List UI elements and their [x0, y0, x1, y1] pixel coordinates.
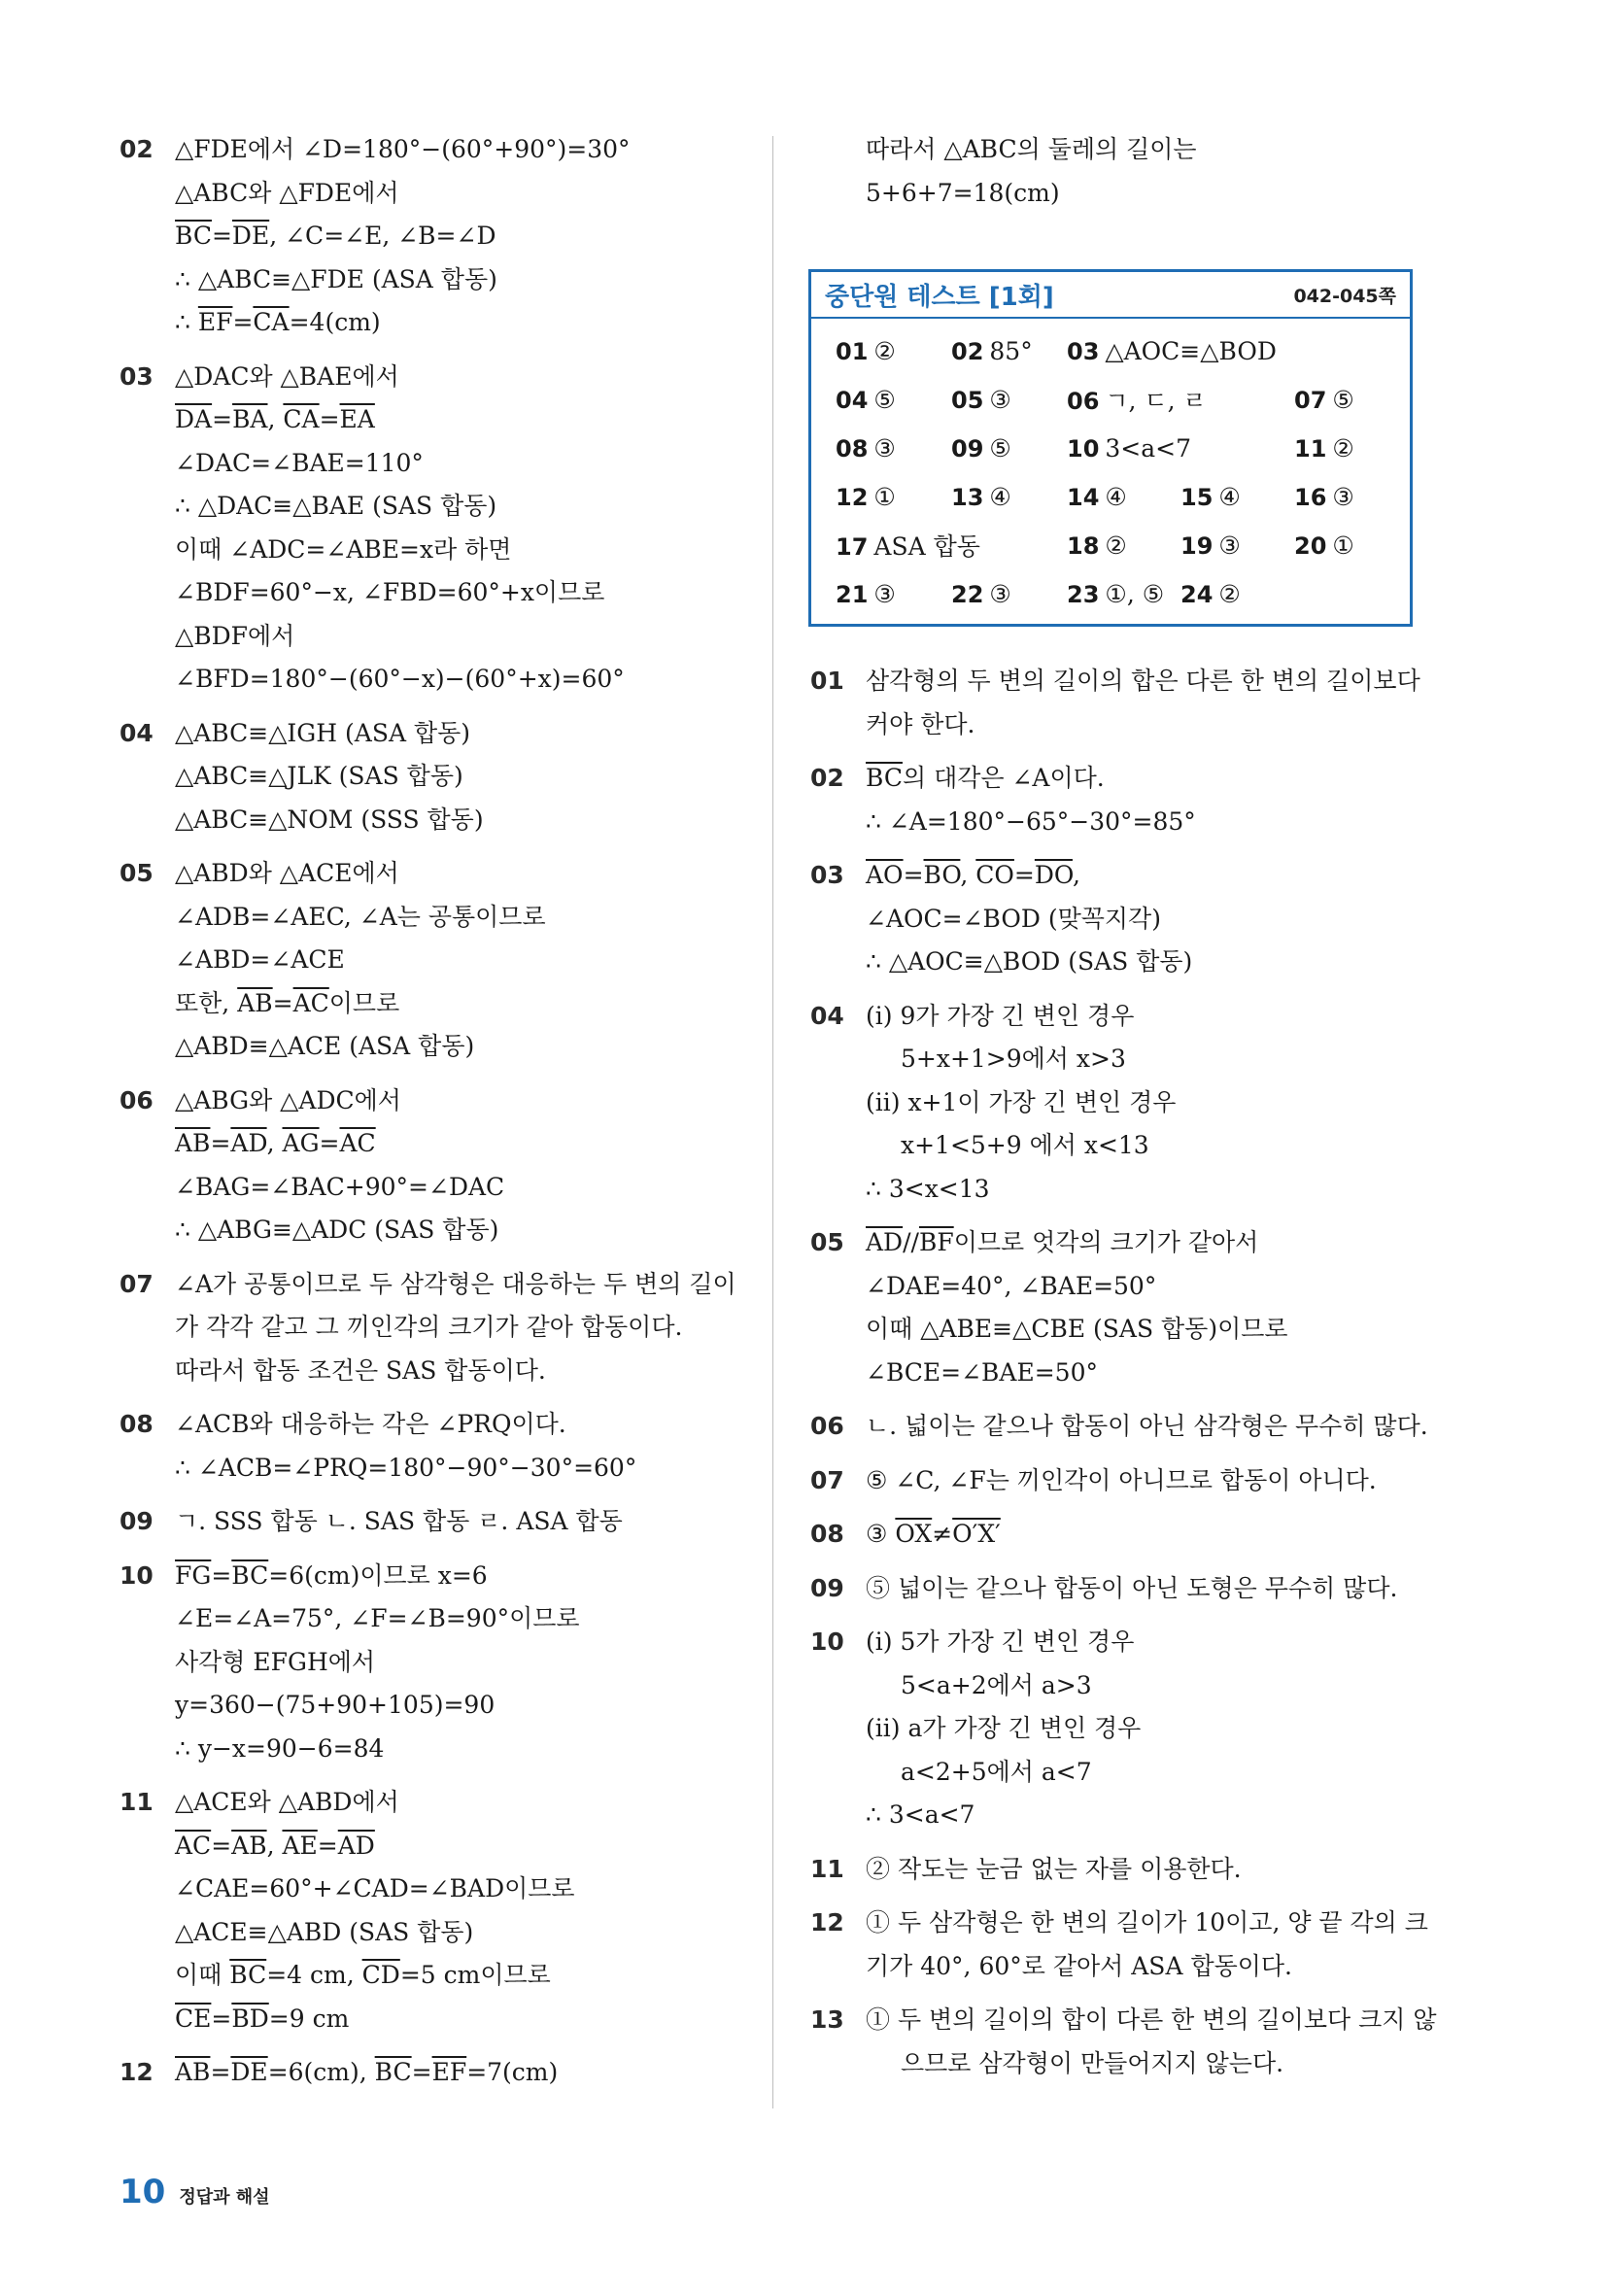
solution-line: ⑤ 넓이는 같으나 합동이 아닌 도형은 무수히 많다. — [866, 1573, 1398, 1602]
answer-row — [836, 472, 1396, 521]
segment-overline: $\overline{AD}$ — [337, 1831, 375, 1860]
solution-body — [866, 757, 1432, 843]
solution-body — [866, 1459, 1432, 1503]
solution-line: ∠ADB=∠AEC, ∠A는 공통이므로 — [175, 902, 546, 931]
answer-cell — [836, 386, 951, 414]
answer-value: ② — [1105, 531, 1127, 560]
solution-line: △ABD와 △ACE에서 — [175, 859, 399, 887]
answer-number: 12 — [836, 483, 869, 511]
solution-item — [810, 1999, 1437, 2085]
answer-value: ③ — [873, 433, 896, 463]
solution-line: y=360−(75+90+105)=90 — [175, 1691, 496, 1719]
segment-overline: $\overline{DE}$ — [231, 222, 270, 250]
answer-row — [836, 424, 1396, 472]
answer-cell — [951, 386, 1067, 414]
solution-body — [866, 1405, 1432, 1449]
segment-overline: $\overline{AC}$ — [175, 1831, 212, 1860]
segment-overline: $\overline{BF}$ — [918, 1228, 954, 1256]
segment-overline: $\overline{AB}$ — [231, 1831, 267, 1860]
segment-overline: $\overline{AB}$ — [175, 1129, 211, 1157]
solution-number: 05 — [120, 859, 154, 887]
answer-value: ④ — [1218, 482, 1241, 511]
solution-line: ∠DAC=∠BAE=110° — [175, 448, 424, 477]
solution-body — [866, 1621, 1432, 1837]
answer-cell — [836, 337, 951, 365]
solution-line: ∠AOC=∠BOD (맞꼭지각) — [866, 904, 1161, 933]
solution-line: △ABC≡△JLK (SAS 합동) — [175, 762, 463, 790]
answer-value: ASA 합동 — [873, 532, 980, 561]
segment-overline: $\overline{BA}$ — [232, 405, 268, 433]
answer-number: 07 — [1294, 386, 1327, 414]
solution-body — [175, 1500, 761, 1544]
answer-value: ② — [1332, 433, 1354, 463]
answer-number: 21 — [836, 580, 869, 608]
solution-number: 07 — [120, 1269, 154, 1298]
segment-overline: $\overline{BD}$ — [231, 2004, 269, 2033]
solution-line: ∠DAE=40°, ∠BAE=50° — [866, 1271, 1157, 1300]
solution-line: ∠BDF=60°−x, ∠FBD=60°+x이므로 — [175, 578, 605, 606]
solution-number: 07 — [810, 1465, 844, 1494]
solution-line: $\overline{DA}=\overline{BA}$, $\overline{CA}=\overline{EA}$ — [175, 405, 375, 433]
solution-line: ③ $\overline{OX}\ne O'X'$ — [866, 1520, 1001, 1548]
solution-line: ∠ACB와 대응하는 각은 ∠PRQ이다. — [175, 1410, 566, 1438]
solution-line: 이때 ∠ADC=∠ABE=x라 하면 — [175, 534, 512, 564]
solution-line: △ABC≡△IGH (ASA 합동) — [175, 718, 471, 747]
answer-cell — [951, 483, 1067, 511]
solution-body — [175, 128, 761, 345]
solution-item — [120, 1403, 761, 1490]
solution-item — [120, 2051, 761, 2095]
solution-number: 10 — [810, 1628, 844, 1656]
answer-value: 85° — [989, 336, 1033, 365]
answer-value: ⑤ — [1332, 385, 1354, 414]
solution-number: 09 — [120, 1507, 154, 1535]
segment-overline: $\overline{AG}$ — [282, 1129, 320, 1157]
solution-line: 또한, $\overline{AB}=\overline{AC}$이므로 — [175, 988, 400, 1017]
solution-body — [175, 2051, 761, 2095]
solution-item — [120, 1781, 761, 2040]
solution-body — [175, 712, 761, 842]
answer-number: 04 — [836, 386, 869, 414]
right-column — [810, 128, 1437, 2096]
answer-value: ② — [1218, 579, 1241, 608]
solution-number: 09 — [810, 1573, 844, 1602]
solution-line: 따라서 합동 조건은 SAS 합동이다. — [175, 1355, 546, 1385]
solution-number: 08 — [120, 1410, 154, 1438]
solution-line: $\overline{AB}=\overline{DE}=6(cm)$, $\overline{BC}=\overline{EF}=7(cm)$ — [175, 2058, 559, 2086]
solution-line: △ABC≡△NOM (SSS 합동) — [175, 805, 484, 834]
answer-cell — [951, 434, 1067, 463]
solution-body — [866, 660, 1432, 746]
solution-line: △ABD≡△ACE (ASA 합동) — [175, 1032, 475, 1060]
solution-item — [810, 1221, 1432, 1394]
solution-number: 06 — [810, 1412, 844, 1440]
segment-overline: $\overline{DO}$ — [1034, 861, 1073, 889]
right-solutions — [810, 660, 1437, 2085]
solution-number: 10 — [120, 1560, 154, 1590]
solution-line: $\overline{CE}=\overline{BD}=9$ cm — [175, 2004, 350, 2033]
solution-line: ㄴ. 넓이는 같으나 합동이 아닌 삼각형은 무수히 많다. — [866, 1412, 1428, 1440]
solution-line: $\overline{FG}=\overline{BC}=6(cm)$이므로 x=6 — [175, 1560, 488, 1590]
solution-line: 5<a+2에서 a>3 — [901, 1670, 1092, 1699]
answer-cell — [836, 580, 951, 608]
segment-overline: $\overline{BC}$ — [374, 2058, 412, 2086]
unit-test-pages: 042-045쪽 — [1293, 285, 1396, 307]
answer-number: 14 — [1067, 483, 1100, 511]
answer-number: 18 — [1067, 531, 1100, 560]
unit-test-box — [808, 269, 1413, 627]
answer-value: ⑤ — [989, 433, 1011, 463]
solution-number: 12 — [810, 1908, 844, 1936]
answer-number: 08 — [836, 434, 869, 463]
solution-item — [120, 128, 761, 345]
answer-value: ⑤ — [873, 385, 896, 414]
solution-line: ㄱ. SSS 합동 ㄴ. SAS 합동 ㄹ. ASA 합동 — [175, 1507, 623, 1535]
solution-line: 삼각형의 두 변의 길이의 합은 다른 한 변의 길이보다 — [866, 667, 1420, 695]
solution-item — [120, 356, 761, 702]
segment-overline: $\overline{BO}$ — [923, 861, 961, 889]
solution-number: 05 — [810, 1228, 844, 1256]
answer-value: ③ — [989, 579, 1011, 608]
solution-body — [175, 356, 761, 702]
solution-line: ∠BFD=180°−(60°−x)−(60°+x)=60° — [175, 665, 625, 693]
segment-overline: $\overline{OX}$ — [895, 1520, 933, 1548]
solution-body — [175, 1263, 761, 1393]
answer-number: 01 — [836, 337, 869, 365]
answer-number: 10 — [1067, 434, 1100, 463]
left-column — [120, 128, 761, 2106]
solution-number: 01 — [810, 667, 844, 695]
solution-line: ∴ 3<x<13 — [866, 1174, 990, 1203]
solution-line: 가 각각 같고 그 끼인각의 크기가 같아 합동이다. — [175, 1313, 683, 1341]
page-footer — [120, 2173, 270, 2211]
segment-overline: $\overline{BC}$ — [175, 222, 212, 250]
answer-value: ① — [873, 482, 896, 511]
segment-overline: $\overline{AO}$ — [866, 861, 904, 889]
solution-line: 기가 40°, 60°로 같아서 ASA 합동이다. — [866, 1951, 1292, 1980]
answer-number: 03 — [1067, 337, 1100, 365]
solution-line: $\overline{BC}=\overline{DE}$, ∠C=∠E, ∠B=∠D — [175, 222, 496, 250]
answer-cell — [1067, 337, 1294, 365]
answer-cell — [1067, 382, 1294, 417]
solution-item — [810, 757, 1432, 843]
answer-number: 24 — [1180, 580, 1214, 608]
solution-item — [810, 1459, 1432, 1503]
segment-overline: $\overline{AC}$ — [292, 988, 329, 1017]
answer-number: 11 — [1294, 434, 1327, 463]
segment-overline: $\overline{AB}$ — [237, 988, 273, 1017]
solution-line: 따라서 △ABC의 둘레의 길이는 — [866, 135, 1197, 163]
solution-line: ② 작도는 눈금 없는 자를 이용한다. — [866, 1854, 1242, 1883]
solution-item — [810, 1621, 1432, 1837]
segment-overline: $\overline{FG}$ — [175, 1560, 212, 1590]
segment-overline: $\overline{DE}$ — [230, 2058, 268, 2086]
segment-overline: $\overline{CA}$ — [283, 405, 320, 433]
solution-item — [120, 1079, 761, 1252]
solution-number: 08 — [810, 1520, 844, 1548]
footer-label: 정답과 해설 — [179, 2187, 270, 2208]
solution-line: ∠E=∠A=75°, ∠F=∠B=90°이므로 — [175, 1604, 580, 1632]
answer-value: ① — [1332, 531, 1354, 560]
answer-value: ①, ⑤ — [1105, 579, 1165, 608]
solution-body — [866, 1902, 1432, 1988]
solution-line: x+1<5+9 에서 x<13 — [901, 1131, 1149, 1159]
solution-item — [810, 995, 1432, 1212]
solution-body — [175, 1079, 761, 1252]
solution-line: △BDF에서 — [175, 621, 295, 650]
segment-overline: O′X′ — [952, 1520, 1001, 1548]
solution-line: 이때 $\overline{BC}=4$ cm, $\overline{CD}=5$ cm이므로 — [175, 1961, 551, 1989]
solution-line: ∴ 3<a<7 — [866, 1800, 975, 1829]
solution-number: 06 — [120, 1085, 154, 1114]
solution-line: $\overline{BC}$의 대각은 ∠A이다. — [866, 764, 1105, 792]
answer-cell — [836, 528, 1067, 563]
solution-line: 커야 한다. — [866, 709, 975, 738]
solution-body — [866, 854, 1432, 984]
answer-cell — [836, 434, 951, 463]
solution-line: $\overline{AB}=\overline{AD}$, $\overline{AG}=\overline{AC}$ — [175, 1129, 376, 1157]
solution-line: $\overline{AC}=\overline{AB}$, $\overline{AE}=\overline{AD}$ — [175, 1831, 375, 1860]
solution-item — [810, 1405, 1432, 1449]
solution-body — [175, 1555, 761, 1771]
solution-line: ∠BAG=∠BAC+90°=∠DAC — [175, 1172, 505, 1201]
solution-line: △ACE와 △ABD에서 — [175, 1788, 399, 1816]
segment-overline: $\overline{DA}$ — [175, 405, 213, 433]
solution-item — [120, 1555, 761, 1771]
solution-item — [120, 852, 761, 1069]
solution-line: ∴ $\overline{EF}=\overline{CA}=4(cm)$ — [175, 308, 381, 336]
solution-body — [175, 1403, 761, 1490]
answer-number: 16 — [1294, 483, 1327, 511]
solution-line: 사각형 EFGH에서 — [175, 1647, 376, 1676]
solution-line: a<2+5에서 a<7 — [901, 1757, 1092, 1786]
segment-overline: $\overline{AD}$ — [866, 1228, 904, 1256]
answer-cell — [1067, 483, 1180, 511]
solution-line: 으므로 삼각형이 만들어지지 않는다. — [901, 2048, 1284, 2077]
answer-number: 06 — [1067, 388, 1100, 415]
answer-number: 20 — [1294, 531, 1327, 560]
answer-number: 05 — [951, 386, 984, 414]
answer-value: ④ — [1105, 482, 1127, 511]
answer-row — [836, 375, 1396, 424]
answer-cell — [1180, 531, 1294, 560]
segment-overline: $\overline{EA}$ — [339, 405, 375, 433]
answer-value: ② — [873, 336, 896, 365]
segment-overline: $\overline{BC}$ — [229, 1961, 267, 1989]
answer-value: ③ — [1332, 482, 1354, 511]
solution-item — [810, 1902, 1432, 1988]
solution-body — [866, 1999, 1436, 2085]
solution-number: 02 — [810, 764, 844, 792]
solution-item — [120, 712, 761, 842]
unit-test-header — [811, 272, 1410, 319]
segment-overline: $\overline{AD}$ — [230, 1129, 267, 1157]
solution-number: 13 — [810, 2005, 844, 2034]
solution-number: 04 — [120, 718, 154, 747]
answer-cell — [1294, 483, 1382, 511]
solution-item — [810, 1848, 1432, 1892]
answer-cell — [1067, 434, 1294, 463]
segment-overline: $\overline{AE}$ — [282, 1831, 318, 1860]
solution-line: ∴ ∠A=180°−65°−30°=85° — [866, 806, 1196, 836]
solution-item — [810, 1567, 1432, 1611]
answer-number: 23 — [1067, 580, 1100, 608]
answer-value: ③ — [1218, 531, 1241, 560]
answer-cell — [1067, 531, 1180, 560]
answer-value: ④ — [989, 482, 1011, 511]
solution-body — [175, 1781, 761, 2040]
solution-body — [866, 1567, 1432, 1611]
answer-value: 3<a<7 — [1105, 433, 1192, 463]
solution-line: (ⅱ) a가 가장 긴 변인 경우 — [866, 1714, 1142, 1742]
solution-line: ∴ ∠ACB=∠PRQ=180°−90°−30°=60° — [175, 1453, 637, 1482]
solution-item — [120, 1500, 761, 1544]
solution-line: ∠CAE=60°+∠CAD=∠BAD이므로 — [175, 1874, 575, 1902]
answer-value: △AOC≡△BOD — [1105, 336, 1277, 365]
solution-body — [866, 1513, 1432, 1557]
solution-item — [120, 1263, 761, 1393]
solution-line: ∴ △ABC≡△FDE (ASA 합동) — [175, 264, 497, 293]
answer-cell — [1294, 434, 1382, 463]
solution-line: 5+6+7=18(cm) — [866, 178, 1060, 207]
solution-line: (ⅰ) 5가 가장 긴 변인 경우 — [866, 1628, 1135, 1656]
solution-number: 11 — [120, 1788, 154, 1816]
segment-overline: $\overline{BC}$ — [231, 1560, 269, 1590]
segment-overline: $\overline{CD}$ — [361, 1961, 400, 1989]
solution-number: 02 — [120, 135, 154, 163]
solution-line: ① 두 삼각형은 한 변의 길이가 10이고, 양 끝 각의 크 — [866, 1908, 1428, 1936]
answer-value: ③ — [989, 385, 1011, 414]
segment-overline: $\overline{CO}$ — [975, 861, 1014, 889]
answer-cell — [1180, 580, 1294, 608]
solution-line: ① 두 변의 길이의 합이 다른 한 변의 길이보다 크지 않 — [866, 2005, 1437, 2034]
solution-line: ∠ABD=∠ACE — [175, 945, 345, 974]
segment-overline: $\overline{AC}$ — [339, 1129, 376, 1157]
answer-cell — [836, 483, 951, 511]
answer-number: 22 — [951, 580, 984, 608]
solution-item — [810, 660, 1432, 746]
answer-cell — [1294, 386, 1382, 414]
solution-line: ∴ △AOC≡△BOD (SAS 합동) — [866, 947, 1193, 976]
answer-cell — [1180, 483, 1294, 511]
answer-grid — [811, 319, 1410, 624]
solution-line: 이때 △ABE≡△CBE (SAS 합동)이므로 — [866, 1315, 1288, 1343]
solution-item — [810, 854, 1432, 984]
answer-cell — [951, 580, 1067, 608]
solution-number: 11 — [810, 1854, 844, 1883]
solution-line: ⑤ ∠C, ∠F는 끼인각이 아니므로 합동이 아니다. — [866, 1465, 1377, 1494]
segment-overline: $\overline{CA}$ — [253, 308, 290, 336]
segment-overline: $\overline{EF}$ — [431, 2058, 467, 2086]
answer-number: 09 — [951, 434, 984, 463]
segment-overline: $\overline{CE}$ — [175, 2004, 212, 2033]
solution-line: △FDE에서 ∠D=180°−(60°+90°)=30° — [175, 135, 631, 163]
solution-line: △DAC와 △BAE에서 — [175, 361, 399, 391]
solution-body — [866, 995, 1432, 1212]
answer-number: 02 — [951, 337, 984, 365]
solution-body — [866, 1221, 1432, 1394]
answer-number: 17 — [836, 533, 869, 561]
solution-line: (ⅰ) 9가 가장 긴 변인 경우 — [866, 1001, 1135, 1030]
solution-line: $\overline{AD}//\overline{BF}$이므로 엇각의 크기가 같아서 — [866, 1228, 1259, 1256]
segment-overline: $\overline{EF}$ — [197, 308, 233, 336]
solution-line: 5+x+1>9에서 x>3 — [901, 1045, 1126, 1073]
answer-number: 15 — [1180, 483, 1214, 511]
solution-line: △ABG와 △ADC에서 — [175, 1085, 401, 1114]
segment-overline: $\overline{BC}$ — [866, 764, 903, 792]
page-number: 10 — [120, 2173, 166, 2211]
column-divider — [772, 136, 773, 2108]
solution-line: △ACE≡△ABD (SAS 합동) — [175, 1917, 474, 1946]
solution-number: 12 — [120, 2058, 154, 2086]
answer-value: ㄱ, ㄷ, ㄹ — [1105, 387, 1207, 415]
answer-value: ③ — [873, 579, 896, 608]
segment-overline: $\overline{AB}$ — [175, 2058, 211, 2086]
solution-number: 03 — [120, 361, 154, 391]
solution-continuation — [810, 128, 1432, 215]
solution-number: 04 — [810, 1001, 844, 1030]
solution-number: 03 — [810, 861, 844, 889]
solution-line: ∠BCE=∠BAE=50° — [866, 1357, 1098, 1387]
unit-test-title: 중단원 테스트 [1회] — [825, 282, 1054, 312]
answer-cell — [1067, 580, 1180, 608]
answer-cell — [1294, 531, 1382, 560]
answer-cell — [951, 337, 1067, 365]
solution-line: ∠A가 공통이므로 두 삼각형은 대응하는 두 변의 길이 — [175, 1269, 736, 1298]
solution-line: ∴ y−x=90−6=84 — [175, 1733, 385, 1763]
solution-line: ∴ △ABG≡△ADC (SAS 합동) — [175, 1216, 499, 1244]
answer-row — [836, 569, 1396, 618]
solution-body — [175, 852, 761, 1069]
answer-row — [836, 521, 1396, 569]
answer-number: 19 — [1180, 531, 1214, 560]
answer-number: 13 — [951, 483, 984, 511]
solution-line: (ⅱ) x+1이 가장 긴 변인 경우 — [866, 1087, 1177, 1116]
solution-line: △ABC와 △FDE에서 — [175, 178, 399, 207]
solution-body — [866, 1848, 1432, 1892]
solution-item — [810, 1513, 1432, 1557]
answer-row — [836, 326, 1396, 375]
solution-line: $\overline{AO}=\overline{BO}$, $\overline{CO}=\overline{DO}$, — [866, 861, 1080, 889]
solution-line: ∴ △DAC≡△BAE (SAS 합동) — [175, 492, 497, 520]
